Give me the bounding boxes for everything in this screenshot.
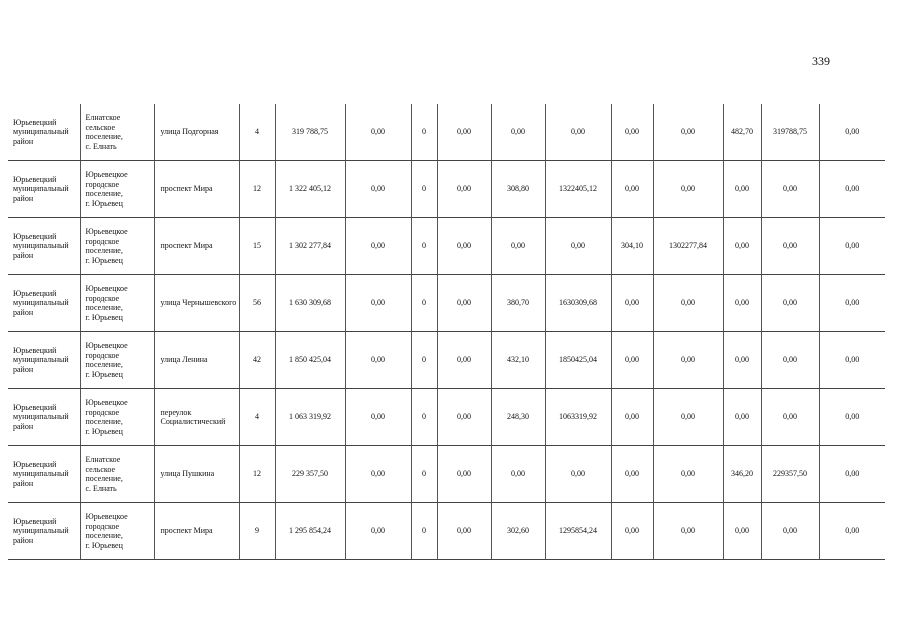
value-cell: 380,70 bbox=[491, 275, 545, 332]
value-cell: 0,00 bbox=[653, 161, 723, 218]
table-row bbox=[8, 446, 885, 503]
value-cell: 0,00 bbox=[345, 275, 411, 332]
settlement-cell: Елнатское сельское поселение, с. Елнать bbox=[80, 104, 154, 161]
value-cell: 0,00 bbox=[437, 218, 491, 275]
value-cell: 432,10 bbox=[491, 332, 545, 389]
value-cell: 0,00 bbox=[761, 218, 819, 275]
value-cell: 1322405,12 bbox=[545, 161, 611, 218]
value-cell: 0,00 bbox=[491, 218, 545, 275]
value-cell: 0,00 bbox=[437, 161, 491, 218]
table-row bbox=[8, 332, 885, 389]
house-number-cell: 42 bbox=[239, 332, 275, 389]
value-cell: 0,00 bbox=[819, 275, 885, 332]
value-cell: 0,00 bbox=[723, 389, 761, 446]
value-cell: 482,70 bbox=[723, 104, 761, 161]
value-cell: 0 bbox=[411, 503, 437, 560]
value-cell: 0,00 bbox=[819, 446, 885, 503]
district-cell: Юрьевецкий муниципальный район bbox=[8, 161, 80, 218]
value-cell: 0,00 bbox=[611, 161, 653, 218]
value-cell: 0,00 bbox=[545, 104, 611, 161]
value-cell: 0,00 bbox=[653, 446, 723, 503]
value-cell: 0,00 bbox=[723, 218, 761, 275]
settlement-cell: Елнатское сельское поселение, с. Елнать bbox=[80, 446, 154, 503]
total-cost-cell: 1 295 854,24 bbox=[275, 503, 345, 560]
value-cell: 0,00 bbox=[653, 503, 723, 560]
total-cost-cell: 229 357,50 bbox=[275, 446, 345, 503]
value-cell: 0,00 bbox=[723, 275, 761, 332]
value-cell: 1630309,68 bbox=[545, 275, 611, 332]
value-cell: 0,00 bbox=[345, 389, 411, 446]
total-cost-cell: 1 322 405,12 bbox=[275, 161, 345, 218]
value-cell: 1295854,24 bbox=[545, 503, 611, 560]
value-cell: 229357,50 bbox=[761, 446, 819, 503]
address-cell: проспект Мира bbox=[154, 161, 239, 218]
total-cost-cell: 319 788,75 bbox=[275, 104, 345, 161]
value-cell: 0,00 bbox=[819, 332, 885, 389]
value-cell: 0,00 bbox=[611, 446, 653, 503]
value-cell: 0 bbox=[411, 389, 437, 446]
value-cell: 0,00 bbox=[761, 332, 819, 389]
value-cell: 0,00 bbox=[545, 218, 611, 275]
value-cell: 0,00 bbox=[723, 332, 761, 389]
address-cell: улица Чернышевского bbox=[154, 275, 239, 332]
value-cell: 0,00 bbox=[611, 503, 653, 560]
value-cell: 0,00 bbox=[819, 161, 885, 218]
value-cell: 0,00 bbox=[437, 275, 491, 332]
value-cell: 0,00 bbox=[761, 161, 819, 218]
value-cell: 0 bbox=[411, 161, 437, 218]
value-cell: 0,00 bbox=[491, 104, 545, 161]
value-cell: 0,00 bbox=[437, 446, 491, 503]
value-cell: 0,00 bbox=[611, 389, 653, 446]
value-cell: 0,00 bbox=[611, 275, 653, 332]
address-cell: улица Подгорная bbox=[154, 104, 239, 161]
value-cell: 0 bbox=[411, 218, 437, 275]
total-cost-cell: 1 850 425,04 bbox=[275, 332, 345, 389]
value-cell: 0,00 bbox=[761, 389, 819, 446]
address-cell: проспект Мира bbox=[154, 503, 239, 560]
district-cell: Юрьевецкий муниципальный район bbox=[8, 332, 80, 389]
value-cell: 0,00 bbox=[819, 104, 885, 161]
value-cell: 0,00 bbox=[345, 446, 411, 503]
value-cell: 0 bbox=[411, 446, 437, 503]
value-cell: 0,00 bbox=[723, 503, 761, 560]
value-cell: 0,00 bbox=[653, 275, 723, 332]
value-cell: 0,00 bbox=[491, 446, 545, 503]
district-cell: Юрьевецкий муниципальный район bbox=[8, 446, 80, 503]
value-cell: 0,00 bbox=[345, 218, 411, 275]
table-row bbox=[8, 275, 885, 332]
value-cell: 304,10 bbox=[611, 218, 653, 275]
district-cell: Юрьевецкий муниципальный район bbox=[8, 104, 80, 161]
value-cell: 0,00 bbox=[819, 389, 885, 446]
house-number-cell: 56 bbox=[239, 275, 275, 332]
settlement-cell: Юрьевецкое городское поселение, г. Юрьевец bbox=[80, 332, 154, 389]
value-cell: 0,00 bbox=[653, 389, 723, 446]
value-cell: 0,00 bbox=[437, 503, 491, 560]
value-cell: 0,00 bbox=[437, 104, 491, 161]
housing-repair-table bbox=[8, 104, 885, 560]
address-cell: проспект Мира bbox=[154, 218, 239, 275]
value-cell: 0 bbox=[411, 104, 437, 161]
house-number-cell: 4 bbox=[239, 104, 275, 161]
value-cell: 1302277,84 bbox=[653, 218, 723, 275]
settlement-cell: Юрьевецкое городское поселение, г. Юрьевец bbox=[80, 503, 154, 560]
value-cell: 319788,75 bbox=[761, 104, 819, 161]
district-cell: Юрьевецкий муниципальный район bbox=[8, 275, 80, 332]
page-number: 339 bbox=[812, 54, 830, 68]
value-cell: 0,00 bbox=[611, 104, 653, 161]
settlement-cell: Юрьевецкое городское поселение, г. Юрьевец bbox=[80, 275, 154, 332]
table-row bbox=[8, 503, 885, 560]
value-cell: 0,00 bbox=[437, 389, 491, 446]
value-cell: 0,00 bbox=[819, 218, 885, 275]
address-cell: улица Ленина bbox=[154, 332, 239, 389]
table-row bbox=[8, 161, 885, 218]
table-row bbox=[8, 218, 885, 275]
value-cell: 0,00 bbox=[761, 503, 819, 560]
house-number-cell: 9 bbox=[239, 503, 275, 560]
value-cell: 0,00 bbox=[761, 275, 819, 332]
value-cell: 0,00 bbox=[653, 332, 723, 389]
value-cell: 0,00 bbox=[723, 161, 761, 218]
value-cell: 0 bbox=[411, 275, 437, 332]
value-cell: 0,00 bbox=[345, 161, 411, 218]
value-cell: 1063319,92 bbox=[545, 389, 611, 446]
total-cost-cell: 1 063 319,92 bbox=[275, 389, 345, 446]
address-cell: улица Пушкина bbox=[154, 446, 239, 503]
value-cell: 0,00 bbox=[345, 332, 411, 389]
value-cell: 0 bbox=[411, 332, 437, 389]
value-cell: 308,80 bbox=[491, 161, 545, 218]
value-cell: 1850425,04 bbox=[545, 332, 611, 389]
value-cell: 0,00 bbox=[611, 332, 653, 389]
district-cell: Юрьевецкий муниципальный район bbox=[8, 218, 80, 275]
total-cost-cell: 1 630 309,68 bbox=[275, 275, 345, 332]
table-row bbox=[8, 389, 885, 446]
table-row bbox=[8, 104, 885, 161]
settlement-cell: Юрьевецкое городское поселение, г. Юрьевец bbox=[80, 218, 154, 275]
house-number-cell: 15 bbox=[239, 218, 275, 275]
value-cell: 0,00 bbox=[545, 446, 611, 503]
house-number-cell: 12 bbox=[239, 446, 275, 503]
district-cell: Юрьевецкий муниципальный район bbox=[8, 389, 80, 446]
value-cell: 0,00 bbox=[345, 503, 411, 560]
total-cost-cell: 1 302 277,84 bbox=[275, 218, 345, 275]
value-cell: 0,00 bbox=[653, 104, 723, 161]
value-cell: 302,60 bbox=[491, 503, 545, 560]
settlement-cell: Юрьевецкое городское поселение, г. Юрьевец bbox=[80, 161, 154, 218]
address-cell: переулок Социалистический bbox=[154, 389, 239, 446]
house-number-cell: 4 bbox=[239, 389, 275, 446]
value-cell: 0,00 bbox=[819, 503, 885, 560]
district-cell: Юрьевецкий муниципальный район bbox=[8, 503, 80, 560]
house-number-cell: 12 bbox=[239, 161, 275, 218]
value-cell: 0,00 bbox=[437, 332, 491, 389]
value-cell: 248,30 bbox=[491, 389, 545, 446]
value-cell: 0,00 bbox=[345, 104, 411, 161]
settlement-cell: Юрьевецкое городское поселение, г. Юрьевец bbox=[80, 389, 154, 446]
value-cell: 346,20 bbox=[723, 446, 761, 503]
